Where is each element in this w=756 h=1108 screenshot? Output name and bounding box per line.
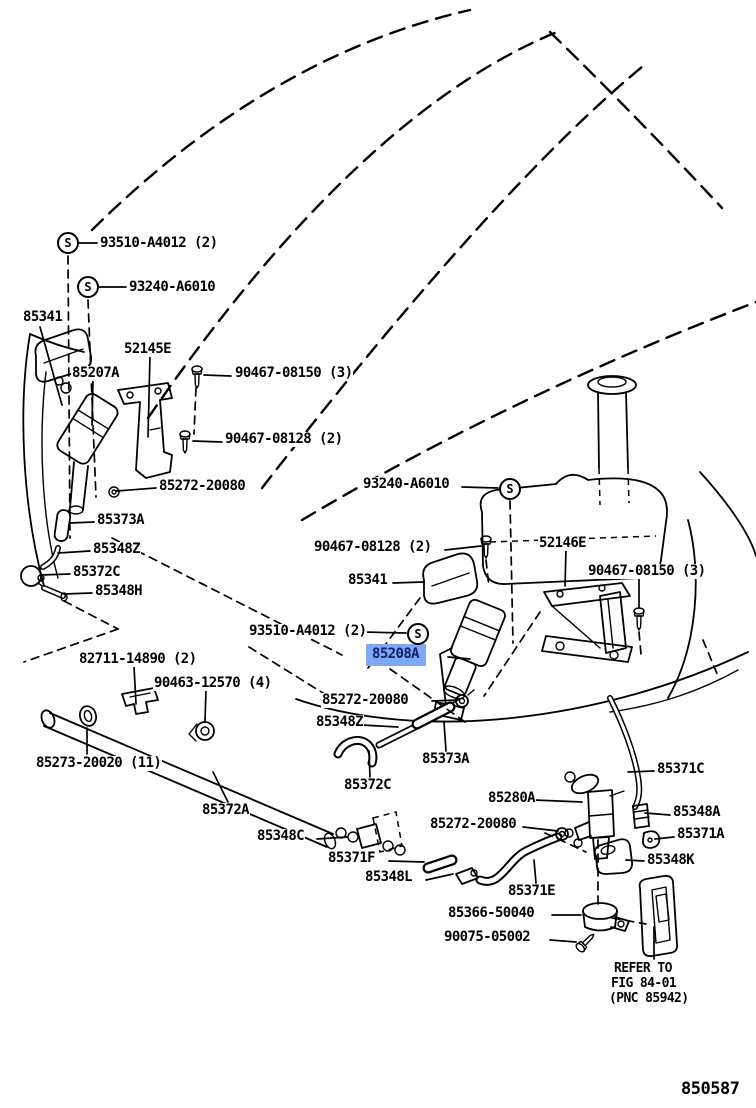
part-label-85371a[interactable]: 85371A [677, 826, 724, 842]
part-label-85371c[interactable]: 85371C [657, 761, 704, 777]
part-label-85372c[interactable]: 85372C [344, 777, 391, 793]
left-washer-actuator-85207a [55, 391, 121, 514]
part-label-85372a[interactable]: 85372A [202, 802, 249, 818]
screw-symbol-icon: S [57, 232, 79, 254]
screw-symbol-icon: S [77, 276, 99, 298]
part-label-85348k[interactable]: 85348K [647, 852, 694, 868]
part-label-85272-20080[interactable]: 85272-20080 [322, 692, 409, 708]
part-label-85371f[interactable]: 85371F [328, 850, 375, 866]
part-label-82711-14890-2[interactable]: 82711-14890 (2) [79, 651, 197, 667]
screw-symbol-icon: S [499, 478, 521, 500]
part-label-85273-20020-11[interactable]: 85273-20020 (11) [36, 755, 162, 771]
right-actuator-bracket-52146e [542, 583, 632, 662]
refer-note-line-3: (PNC 85942) [609, 991, 689, 1006]
part-label-85272-20080[interactable]: 85272-20080 [430, 816, 517, 832]
part-label-85371e[interactable]: 85371E [508, 883, 555, 899]
part-label-85348z[interactable]: 85348Z [93, 541, 140, 557]
figure-number: 850587 [681, 1079, 740, 1099]
refer-note-line-1: REFER TO [614, 961, 672, 976]
screw-symbol-icon: S [407, 623, 429, 645]
part-label-85348h[interactable]: 85348H [95, 583, 142, 599]
refer-note-line-2: FIG 84-01 [611, 976, 677, 991]
part-label-52145e[interactable]: 52145E [124, 341, 171, 357]
part-label-90075-05002[interactable]: 90075-05002 [444, 929, 531, 945]
part-label-85208a[interactable]: 85208A [366, 644, 426, 666]
screw-90075 [575, 931, 598, 954]
part-label-90463-12570-4[interactable]: 90463-12570 (4) [154, 675, 272, 691]
part-label-93510-a4012-2[interactable]: 93510-A4012 (2) [100, 235, 218, 251]
bolt-icons [180, 366, 644, 630]
part-label-85373a[interactable]: 85373A [97, 512, 144, 528]
hood-outline-lines [92, 10, 756, 520]
part-label-90467-08150-3[interactable]: 90467-08150 (3) [588, 563, 706, 579]
part-label-85207a[interactable]: 85207A [72, 365, 119, 381]
part-label-85272-20080[interactable]: 85272-20080 [159, 478, 246, 494]
part-label-90467-08128-2[interactable]: 90467-08128 (2) [314, 539, 432, 555]
part-label-52146e[interactable]: 52146E [539, 535, 586, 551]
part-label-93510-a4012-2[interactable]: 93510-A4012 (2) [249, 623, 367, 639]
part-label-85348l[interactable]: 85348L [365, 869, 412, 885]
part-label-90467-08150-3[interactable]: 90467-08150 (3) [235, 365, 353, 381]
part-label-85373a[interactable]: 85373A [422, 751, 469, 767]
part-label-93240-a6010[interactable]: 93240-A6010 [363, 476, 450, 492]
grommet-85366 [583, 903, 629, 931]
part-label-85341[interactable]: 85341 [23, 309, 63, 325]
part-label-85341[interactable]: 85341 [348, 572, 388, 588]
hose-85371c-and-joints [595, 698, 660, 874]
part-label-85372c[interactable]: 85372C [73, 564, 120, 580]
right-washer-nozzle-85341 [423, 553, 477, 603]
part-label-85280a[interactable]: 85280A [488, 790, 535, 806]
part-label-90467-08128-2[interactable]: 90467-08128 (2) [225, 431, 343, 447]
part-label-85348z[interactable]: 85348Z [316, 714, 363, 730]
bracket-85942 [640, 876, 678, 956]
front-bumper-arcs [296, 472, 756, 722]
left-hose-parts [21, 509, 71, 601]
part-label-85348c[interactable]: 85348C [257, 828, 304, 844]
part-label-93240-a6010[interactable]: 93240-A6010 [129, 279, 216, 295]
part-label-85348a[interactable]: 85348A [673, 804, 720, 820]
part-label-85366-50040[interactable]: 85366-50040 [448, 905, 535, 921]
